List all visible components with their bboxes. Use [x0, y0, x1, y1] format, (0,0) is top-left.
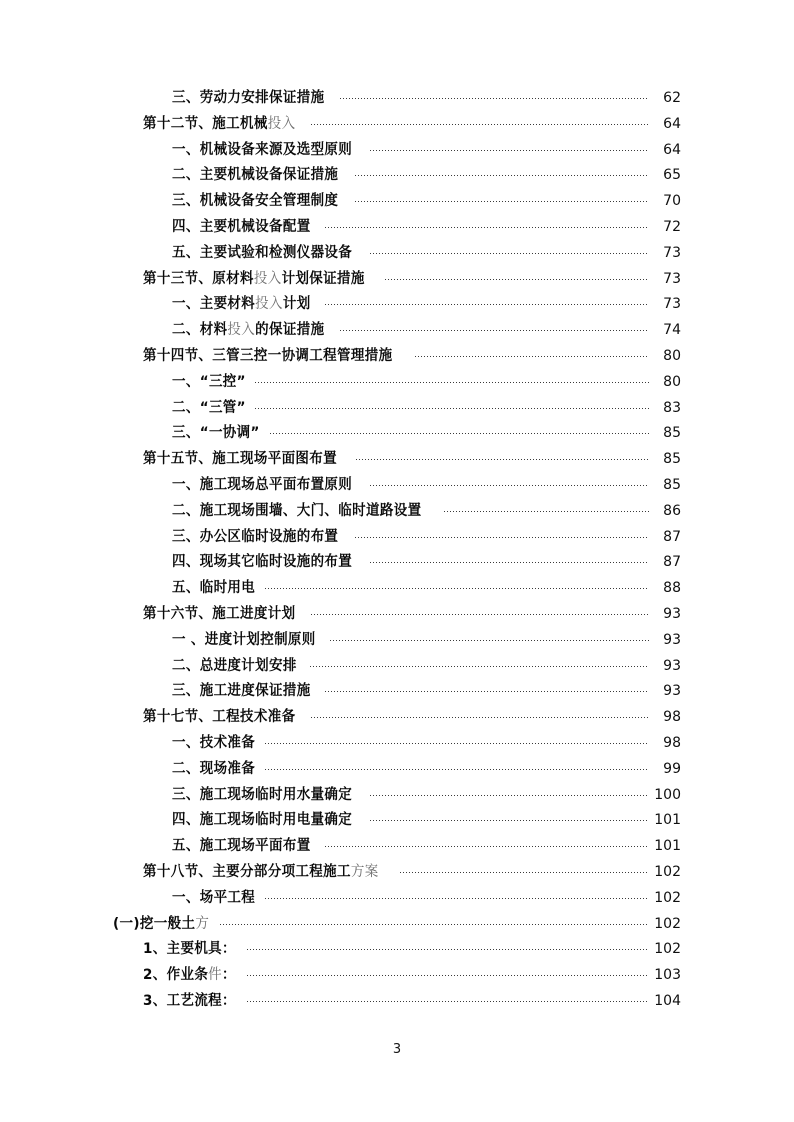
toc-entry-title-main: 二、施工现场围墙、大门、临时道路设置	[172, 502, 422, 519]
toc-entry[interactable]	[0, 241, 794, 267]
toc-entry-page-number: 85	[663, 425, 681, 442]
toc-entry-title	[172, 292, 311, 318]
toc-dot-leader	[355, 165, 649, 179]
toc-entry-title-main: 四、主要机械设备配置	[172, 218, 311, 235]
toc-entry-title-main: 1、主要机具：	[143, 941, 236, 958]
toc-entry-page-number: 83	[663, 399, 681, 416]
toc-entry-title-faint: 件	[208, 967, 223, 984]
toc-entry-title-main: 五、主要试验和检测仪器设备	[172, 244, 353, 261]
toc-entry[interactable]	[0, 963, 794, 989]
toc-entry[interactable]	[0, 318, 794, 344]
toc-entry[interactable]	[0, 834, 794, 860]
toc-entry-title	[172, 886, 255, 912]
toc-entry-title-main: 一、机械设备来源及选型原则	[172, 141, 353, 158]
toc-entry[interactable]	[0, 421, 794, 447]
toc-entry[interactable]	[0, 886, 794, 912]
toc-dot-leader	[265, 759, 649, 773]
toc-entry-title	[172, 241, 352, 267]
toc-entry-page-number: 62	[663, 90, 681, 106]
toc-entry-title	[172, 318, 324, 344]
toc-dot-leader	[370, 810, 649, 824]
toc-entry[interactable]	[0, 370, 794, 396]
toc-entry-title-faint: 投入	[253, 270, 282, 287]
toc-entry-title-main: 第十六节、施工进度计划	[143, 605, 296, 622]
toc-dot-leader	[310, 656, 649, 670]
toc-entry-title	[143, 602, 295, 628]
toc-entry-title	[143, 989, 236, 1015]
toc-entry[interactable]	[0, 447, 794, 473]
toc-entry-page-number: 103	[654, 967, 681, 984]
toc-entry-title-main: 第十五节、施工现场平面图布置	[143, 451, 338, 468]
toc-entry[interactable]	[0, 808, 794, 834]
toc-dot-leader	[247, 965, 649, 979]
toc-dot-leader	[311, 707, 649, 721]
table-of-contents	[0, 86, 794, 1015]
toc-entry[interactable]	[0, 499, 794, 525]
toc-entry-title-main: 三、施工进度保证措施	[172, 683, 311, 700]
toc-entry-page-number: 80	[663, 373, 681, 390]
toc-entry-page-number: 87	[663, 528, 681, 545]
toc-entry[interactable]	[0, 679, 794, 705]
toc-entry-title	[172, 525, 338, 551]
toc-entry-title-main: 二、主要机械设备保证措施	[172, 167, 339, 184]
toc-entry-page-number: 98	[663, 709, 681, 726]
toc-entry-page-number: 99	[663, 760, 681, 777]
toc-entry-page-number: 101	[654, 812, 681, 829]
toc-entry-title	[172, 396, 246, 422]
toc-entry[interactable]	[0, 215, 794, 241]
toc-dot-leader	[340, 320, 649, 334]
toc-entry[interactable]	[0, 189, 794, 215]
toc-dot-leader	[325, 294, 649, 308]
toc-entry-page-number: 65	[663, 167, 681, 184]
toc-dot-leader	[444, 501, 649, 515]
toc-entry-title-main: 五、临时用电	[172, 580, 256, 597]
toc-entry-title-faint: 方	[195, 915, 210, 932]
toc-entry-title-main: 一、场平工程	[172, 889, 256, 906]
toc-entry-page-number: 104	[654, 992, 681, 1009]
toc-entry-title	[113, 912, 209, 938]
toc-entry-title-faint: 方案	[350, 863, 379, 880]
toc-dot-leader	[265, 578, 649, 592]
toc-entry[interactable]	[0, 267, 794, 293]
toc-entry-title	[172, 163, 338, 189]
toc-entry-title-main: 一 、进度计划控制原则	[172, 631, 316, 648]
toc-entry-page-number: 101	[654, 838, 681, 855]
toc-entry-page-number: 86	[663, 502, 681, 519]
toc-entry-title-main: (一)挖一般土	[113, 915, 196, 932]
toc-entry-page-number: 64	[663, 115, 681, 132]
toc-entry-page-number: 93	[663, 605, 681, 622]
toc-entry-title	[143, 937, 236, 963]
toc-entry-title	[143, 447, 337, 473]
toc-entry-page-number: 102	[654, 863, 681, 880]
toc-entry-title-main: 一、施工现场总平面布置原则	[172, 476, 353, 493]
toc-entry[interactable]	[0, 473, 794, 499]
toc-entry-title	[172, 808, 352, 834]
toc-entry-title-main: 三、施工现场临时用水量确定	[172, 786, 353, 803]
toc-entry-page-number: 102	[654, 889, 681, 906]
toc-entry[interactable]	[0, 292, 794, 318]
toc-dot-leader	[356, 449, 649, 463]
toc-entry-title-main: 2、作业条	[143, 967, 209, 984]
toc-dot-leader	[330, 630, 649, 644]
page-number-footer: 3	[392, 1042, 402, 1057]
toc-entry[interactable]	[0, 525, 794, 551]
toc-entry-title-faint: 投入	[227, 322, 256, 339]
toc-entry-title	[172, 421, 260, 447]
toc-entry-title-main: 五、施工现场平面布置	[172, 838, 311, 855]
toc-entry[interactable]	[0, 783, 794, 809]
toc-entry-page-number: 100	[654, 786, 681, 803]
toc-dot-leader	[311, 604, 649, 618]
toc-dot-leader	[400, 862, 649, 876]
toc-entry-title-main: 三、劳动力安排保证措施	[172, 90, 325, 106]
toc-entry-title	[172, 628, 316, 654]
toc-entry-page-number: 93	[663, 683, 681, 700]
toc-entry-title-main: 四、现场其它临时设施的布置	[172, 554, 353, 571]
toc-entry-title-main: 二、“三管”	[172, 399, 246, 416]
toc-entry-title-tail: 的保证措施	[255, 322, 325, 339]
toc-dot-leader	[311, 114, 649, 128]
toc-entry[interactable]	[0, 705, 794, 731]
toc-entry[interactable]	[0, 138, 794, 164]
toc-entry-page-number: 85	[663, 451, 681, 468]
toc-dot-leader	[385, 269, 649, 283]
toc-entry-title	[143, 267, 365, 293]
toc-entry-title-main: 三、机械设备安全管理制度	[172, 193, 339, 210]
toc-entry[interactable]	[0, 576, 794, 602]
toc-entry-title	[172, 499, 421, 525]
toc-entry-page-number: 72	[663, 218, 681, 235]
toc-dot-leader	[370, 552, 649, 566]
toc-entry[interactable]	[0, 602, 794, 628]
toc-entry-title	[172, 834, 311, 860]
toc-entry-title-faint: 投入	[255, 296, 283, 313]
toc-entry-title-main: 二、材料	[172, 322, 228, 339]
toc-entry-title	[143, 705, 295, 731]
toc-entry-title	[172, 215, 311, 241]
toc-entry-page-number: 73	[663, 296, 681, 313]
toc-entry[interactable]	[0, 396, 794, 422]
toc-entry-title	[172, 550, 352, 576]
toc-entry-title-main: 第十三节、原材料	[143, 270, 254, 287]
toc-entry[interactable]	[0, 112, 794, 138]
toc-entry-title	[172, 783, 352, 809]
toc-entry-page-number: 73	[663, 270, 681, 287]
toc-entry-title-main: 第十四节、三管三控一协调工程管理措施	[143, 347, 393, 364]
toc-entry-title	[172, 679, 311, 705]
toc-dot-leader	[255, 372, 649, 386]
toc-entry[interactable]	[0, 731, 794, 757]
toc-dot-leader	[415, 346, 649, 360]
toc-entry-page-number: 64	[663, 141, 681, 158]
toc-entry-title-main: 一、“三控”	[172, 373, 246, 390]
toc-entry[interactable]	[0, 654, 794, 680]
toc-dot-leader	[370, 140, 649, 154]
toc-entry[interactable]	[0, 550, 794, 576]
toc-entry-page-number: 70	[663, 193, 681, 210]
toc-entry-title	[172, 189, 338, 215]
toc-entry-page-number: 87	[663, 554, 681, 571]
toc-entry-page-number: 98	[663, 734, 681, 751]
toc-entry-title-main: 3、工艺流程：	[143, 992, 236, 1009]
toc-entry-title	[172, 731, 255, 757]
toc-dot-leader	[370, 475, 649, 489]
toc-dot-leader	[220, 914, 649, 928]
toc-entry-title	[172, 86, 324, 112]
toc-entry-page-number: 88	[663, 580, 681, 597]
toc-entry-title-main: 三、办公区临时设施的布置	[172, 528, 339, 545]
toc-entry-page-number: 80	[663, 347, 681, 364]
toc-entry-page-number: 93	[663, 631, 681, 648]
toc-entry[interactable]	[0, 344, 794, 370]
toc-entry-title	[143, 860, 379, 886]
toc-entry-title	[172, 370, 246, 396]
toc-entry-title	[172, 473, 352, 499]
toc-entry-title	[172, 576, 255, 602]
toc-dot-leader	[370, 243, 649, 257]
toc-entry-title-tail: 计划保证措施	[281, 270, 365, 287]
toc-entry[interactable]	[0, 912, 794, 938]
toc-dot-leader	[355, 527, 649, 541]
toc-entry-title	[172, 757, 255, 783]
toc-entry[interactable]	[0, 989, 794, 1015]
toc-entry-title	[143, 112, 295, 138]
toc-entry-title-main: 第十八节、主要分部分项工程施工	[143, 863, 351, 880]
toc-entry-title-main: 一、技术准备	[172, 734, 256, 751]
toc-entry[interactable]	[0, 86, 794, 112]
toc-entry-title	[172, 654, 297, 680]
toc-entry-title-main: 二、现场准备	[172, 760, 256, 777]
toc-entry-title-main: 一、主要材料	[172, 296, 256, 313]
toc-entry[interactable]	[0, 860, 794, 886]
toc-entry-title-tail: ：	[222, 967, 236, 984]
toc-entry-page-number: 73	[663, 244, 681, 261]
toc-entry[interactable]	[0, 937, 794, 963]
toc-entry-title-main: 三、“一协调”	[172, 425, 260, 442]
toc-entry-page-number: 74	[663, 322, 681, 339]
toc-dot-leader	[340, 88, 649, 102]
toc-entry-title-main: 二、总进度计划安排	[172, 657, 297, 674]
toc-entry[interactable]	[0, 757, 794, 783]
toc-entry-page-number: 102	[654, 915, 681, 932]
toc-entry-title-main: 四、施工现场临时用电量确定	[172, 812, 353, 829]
toc-entry[interactable]	[0, 163, 794, 189]
toc-entry-title	[143, 963, 236, 989]
toc-dot-leader	[247, 991, 649, 1005]
toc-dot-leader	[255, 398, 649, 412]
toc-dot-leader	[270, 423, 649, 437]
toc-dot-leader	[265, 888, 649, 902]
toc-entry[interactable]	[0, 628, 794, 654]
toc-entry-page-number: 93	[663, 657, 681, 674]
toc-dot-leader	[370, 785, 649, 799]
toc-entry-title-main: 第十二节、施工机械	[143, 115, 268, 132]
toc-entry-title-main: 第十七节、工程技术准备	[143, 709, 296, 726]
toc-dot-leader	[265, 733, 649, 747]
toc-entry-title-tail: 计划	[282, 296, 311, 313]
toc-entry-title	[172, 138, 352, 164]
toc-dot-leader	[325, 681, 649, 695]
toc-entry-title	[143, 344, 392, 370]
toc-dot-leader	[325, 836, 649, 850]
toc-entry-title-faint: 投入	[267, 115, 296, 132]
toc-dot-leader	[355, 191, 649, 205]
toc-entry-page-number: 102	[654, 941, 681, 958]
toc-dot-leader	[247, 939, 649, 953]
toc-dot-leader	[325, 217, 649, 231]
toc-entry-page-number: 85	[663, 476, 681, 493]
